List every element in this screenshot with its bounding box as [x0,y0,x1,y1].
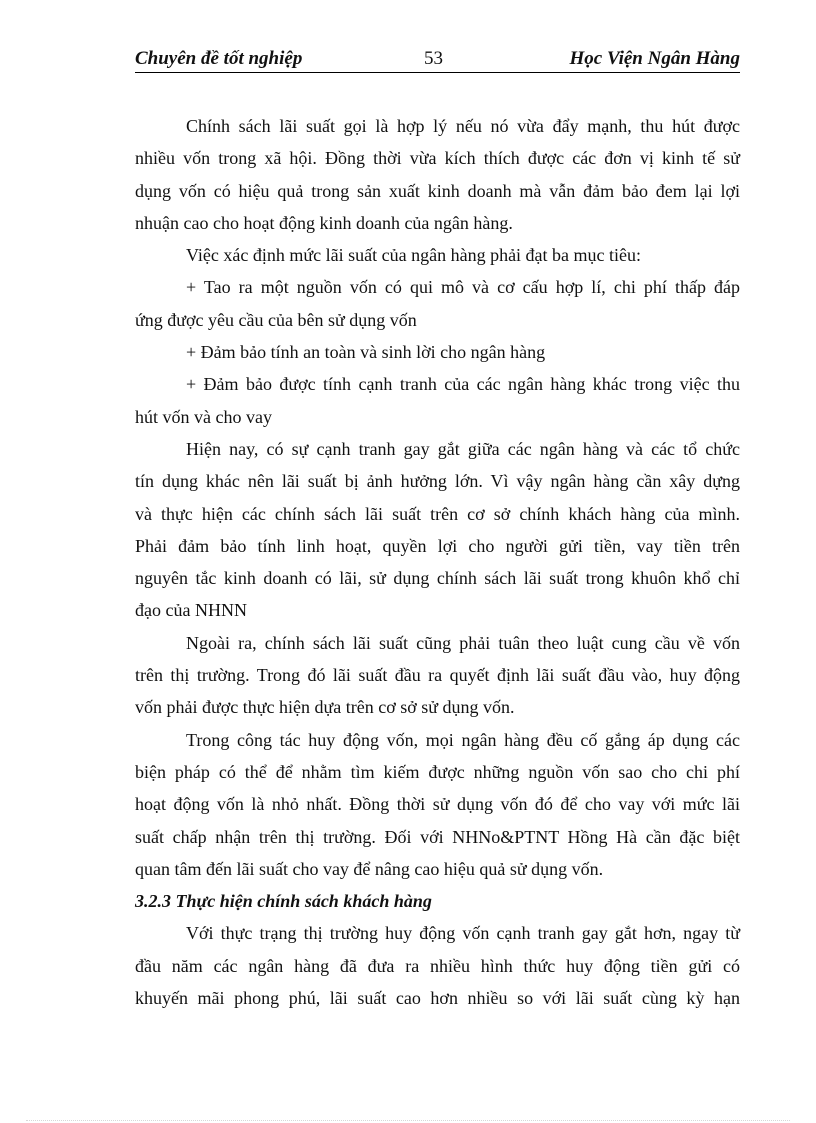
page-number: 53 [424,48,443,69]
paragraph-line: + Đảm bảo tính an toàn và sinh lời cho ngân hàng [186,342,546,363]
paragraph-line: Việc xác định mức lãi suất của ngân hàng phải đạt ba mục tiêu: [186,245,642,266]
paragraph-line: + Tao ra một nguồn vốn có qui mô và cơ cấu hợp lí, chi phí thấp đáp [186,277,740,298]
paragraph-line: Chính sách lãi suất gọi là hợp lý nếu nó vừa đẩy mạnh, thu hút được [186,116,740,136]
paragraph-line: + Đảm bảo được tính cạnh tranh của các ngân hàng khác trong việc thu [186,374,740,395]
paragraph-line: quan tâm đến lãi suất cho vay để nâng cao hiệu quả sử dụng vốn. [135,858,604,879]
paragraph-line: nhiều vốn trong xã hội. Đồng thời vừa kích thích được các đơn vị kinh tế sử [135,148,740,169]
paragraph-line: nguyên tắc kinh doanh có lãi, sử dụng chính sách lãi suất trong khuôn khổ chỉ [135,568,740,589]
paragraph-line: suất chấp nhận trên thị trường. Đối với NHNo&PTNT Hồng Hà cần đặc biệt [135,826,740,847]
paragraph-line: ứng được yêu cầu của bên sử dụng vốn [135,309,417,330]
paragraph-line: dụng vốn có hiệu quả trong sản xuất kinh doanh mà vẫn đảm bảo đem lại lợi [135,180,740,201]
paragraph-line: hút vốn và cho vay [135,406,272,427]
section-heading: 3.2.3 Thực hiện chính sách khách hàng [135,891,432,912]
paragraph-line: và thực hiện các chính sách lãi suất trên cơ sở chính khách hàng của mình. [135,503,740,524]
body-text [135,110,740,1014]
paragraph-line: biện pháp có thể để nhằm tìm kiếm được những nguồn vốn sao cho chi phí [135,761,740,782]
paragraph-line: Ngoài ra, chính sách lãi suất cũng phải tuân theo luật cung cầu về vốn [186,632,740,653]
paragraph-line: khuyến mãi phong phú, lãi suất cao hơn nhiều so với lãi suất cùng kỳ hạn [135,988,740,1009]
paragraph-line: nhuận cao cho hoạt động kinh doanh của ngân hàng. [135,212,513,233]
header-title-left: Chuyên đề tốt nghiệp [135,48,303,69]
paragraph-line: tín dụng khác nên lãi suất bị ảnh hưởng lớn. Vì vậy ngân hàng cần xây dựng [135,471,740,492]
paragraph-line: vốn phải được thực hiện dựa trên cơ sở sử dụng vốn. [135,697,515,718]
header-title-right: Học Viện Ngân Hàng [569,48,740,69]
page-bottom-border [26,1120,790,1121]
paragraph-line: Với thực trạng thị trường huy động vốn cạnh tranh gay gắt hơn, ngay từ [186,923,740,944]
paragraph-line: hoạt động vốn là nhỏ nhất. Đồng thời sử dụng vốn đó để cho vay với mức lãi [135,794,740,815]
paragraph-line: trên thị trường. Trong đó lãi suất đầu ra quyết định lãi suất đầu vào, huy động [135,665,740,686]
paragraph-line: đầu năm các ngân hàng đã đưa ra nhiều hình thức huy động tiền gửi có [135,955,740,976]
paragraph-line: Trong công tác huy động vốn, mọi ngân hàng đều cố gắng áp dụng các [186,729,740,750]
paragraph-line: Hiện nay, có sự cạnh tranh gay gắt giữa các ngân hàng và các tổ chức [186,438,740,459]
paragraph-line: Phải đảm bảo tính linh hoạt, quyền lợi cho người gửi tiền, vay tiền trên [135,535,740,556]
page-header [135,46,740,73]
paragraph-line: đạo của NHNN [135,600,247,621]
